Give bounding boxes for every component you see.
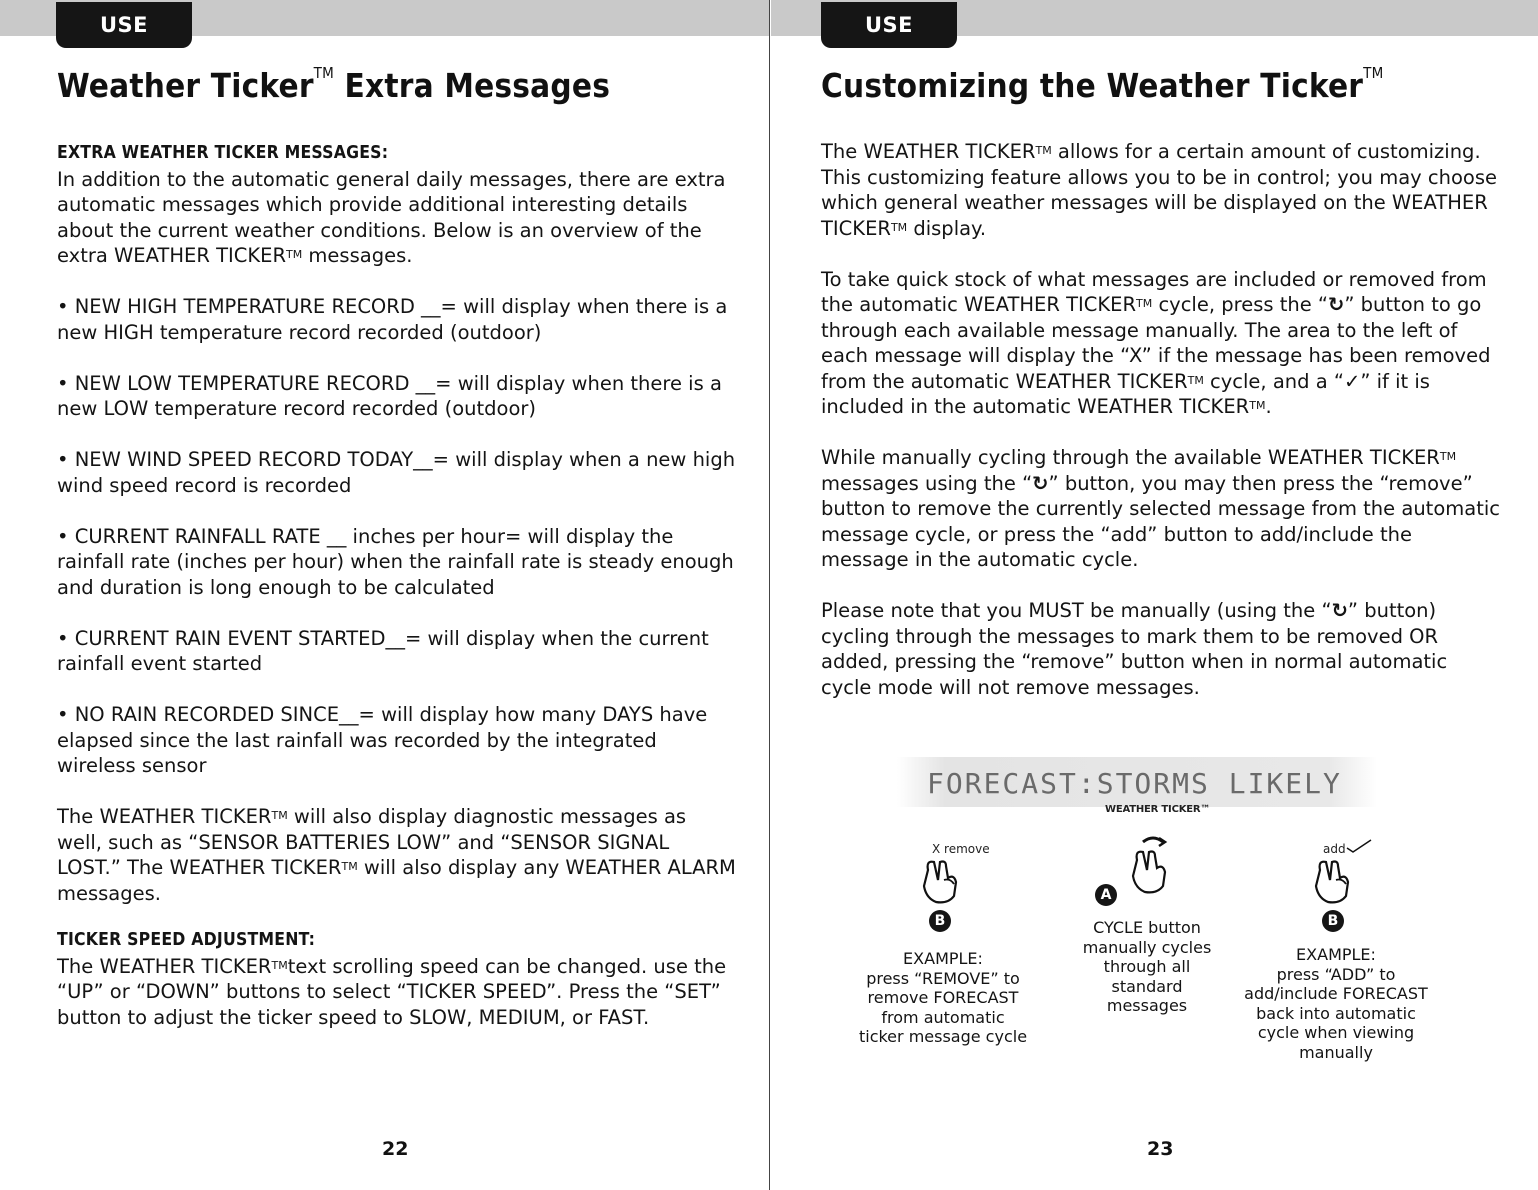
list-item: • NEW WIND SPEED RECORD TODAY__= will display when a new high wind speed record is recorded [57,448,736,497]
paragraph: To take quick stock of what messages are included or removed from the automatic WEATHER TICKER™ cycle, press the “↻” button to go through each available message manually. The area to the left of each message will display the “X” if the message has been removed from the automatic WEATHER TICKER™ cycle, and a “✓” if it is included in the automatic WEATHER TICKER™. [821,267,1491,418]
badge-b: B [929,910,951,932]
right-page [771,0,1538,1190]
left-body [57,141,737,1030]
badge-a: A [1095,884,1117,906]
paragraph: Please note that you MUST be manually (using the “↻” button) cycling through the messages to mark them to be removed OR added, pressing the “remove” button when in normal automatic cycle mode will not remove messages. [821,599,1448,699]
diagnostic-paragraph: The WEATHER TICKER™ will also display diagnostic messages as well, such as “SENSOR BATTERIES LOW” and “SENSOR SIGNAL LOST.” The WEATHER TICKER™ will also display any WEATHER ALARM messages. [57,805,736,905]
list-item: • CURRENT RAIN EVENT STARTED__= will display when the current rainfall event started [57,626,709,675]
finger-cycle-icon [1123,832,1179,896]
paragraph: The WEATHER TICKER™ allows for a certain amount of customizing. This customizing feature allows you to be in control; you may choose which general weather messages will be displayed on the WEATHER TICKER™ display. [821,140,1498,240]
add-label: add [1323,842,1346,856]
section-heading: TICKER SPEED ADJUSTMENT: [57,930,316,950]
page-number: 22 [382,1138,409,1160]
cycle-icon: ↻ [1032,471,1049,495]
right-body [821,139,1501,700]
caption-add: EXAMPLE: press “ADD” to add/include FORECAST back into automatic cycle when viewing manually [1244,945,1428,1062]
section-tab: USE [56,2,192,48]
paragraph: While manually cycling through the available WEATHER TICKER™ messages using the “↻” button, you may then press the “remove” button to remove the currently selected message from the automatic message cycle, or press the “add” button to add/include the message in the automatic cycle. [821,446,1500,571]
list-item: • NO RAIN RECORDED SINCE__= will display how many DAYS have elapsed since the last rainfall was recorded by the integrated wireless sensor [57,703,708,777]
badge-b: B [1322,910,1344,932]
cycle-icon: ↻ [1328,293,1345,316]
caption-remove: EXAMPLE: press “REMOVE” to remove FORECAST from automatic ticker message cycle [858,949,1028,1046]
page-number: 23 [1147,1138,1174,1160]
cycle-icon: ↻ [1331,599,1348,622]
ticker-text: FORECAST:STORMS LIKELY [927,767,1342,800]
finger-press-icon [1306,850,1362,906]
page-title: Customizing the Weather Ticker™ [821,64,1384,105]
list-item: • NEW LOW TEMPERATURE RECORD __= will display when there is a new LOW temperature record recorded (outdoor) [57,371,722,420]
ticker-display [897,757,1377,807]
ticker-label: WEATHER TICKER™ [1105,804,1211,815]
page-title: Weather Ticker™ Extra Messages [57,64,611,105]
checkmark-icon: ✓ [1343,369,1361,393]
list-item: • NEW HIGH TEMPERATURE RECORD __= will display when there is a new HIGH temperature record recorded (outdoor) [57,295,728,344]
section-tab: USE [821,2,957,48]
remove-label: X remove [932,842,990,856]
list-item: • CURRENT RAINFALL RATE __ inches per hour= will display the rainfall rate (inches per hour) when the rainfall rate is steady enough and duration is long enough to be calculated [57,524,734,599]
intro-paragraph: In addition to the automatic general daily messages, there are extra automatic messages which provide additional interesting details about the current weather conditions. Below is an overview of the extra WEATHER TICKER™ messages. [57,167,726,267]
finger-press-icon [914,850,970,906]
section-heading: EXTRA WEATHER TICKER MESSAGES: [57,143,389,163]
speed-paragraph: The WEATHER TICKER™text scrolling speed can be changed. use the “UP” or “DOWN” buttons to select “TICKER SPEED”. Press the “SET” button to adjust the ticker speed to SLOW, MEDIUM, or FAST. [57,954,727,1029]
caption-cycle: CYCLE button manually cycles through all standard messages [1082,918,1212,1015]
